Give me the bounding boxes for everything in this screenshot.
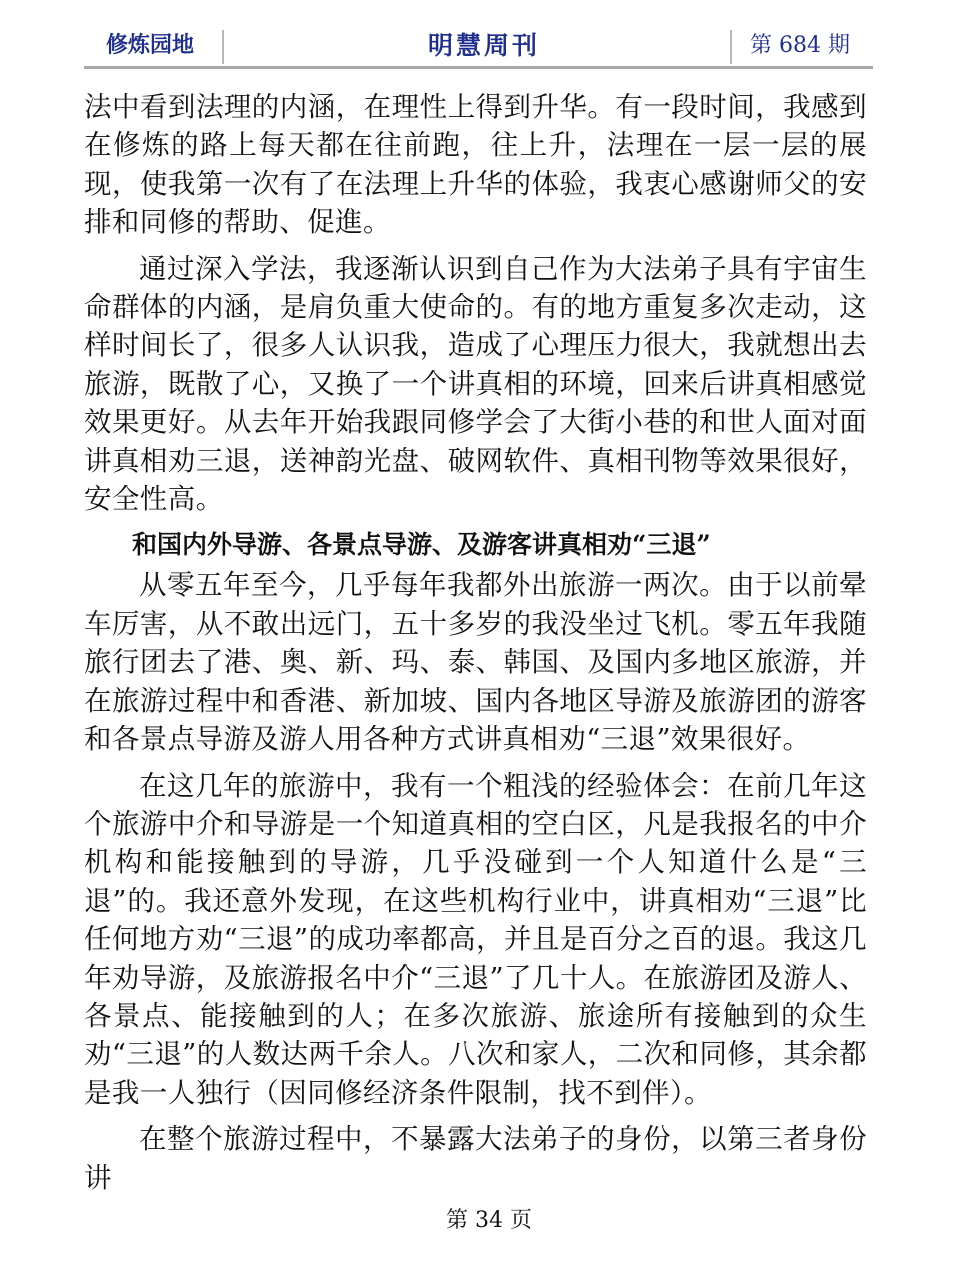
page-header xyxy=(84,26,872,66)
paragraph: 通过深入学法，我逐渐认识到自己作为大法弟子具有宇宙生命群体的内涵，是肩负重大使命的。有的地方重复多次走动，这样时间长了，很多人认识我，造成了心理压力很大，我就想出去旅游，既散了心，又换了一个讲真相的环境，回来后讲真相感觉效果更好。从去年开始我跟同修学会了大街小巷的和世人面对面讲真相劝三退，送神韵光盘、破网软件、真相刊物等效果很好，安全性高。 xyxy=(84,252,867,516)
section-title: 修炼园地 xyxy=(106,33,195,58)
header-divider-left xyxy=(222,30,224,64)
paragraph: 从零五年至今，几乎每年我都外出旅游一两次。由于以前晕车厉害，从不敢出远门，五十多岁的我没坐过飞机。零五年我随旅行团去了港、奥、新、玛、泰、韩国、及国内多地区旅游，并在旅游过程中和香港、新加坡、国内各地区导游及旅游团的游客和各景点导游及游人用各种方式讲真相劝“三退”效果很好。 xyxy=(84,569,867,756)
section-subheading: 和国内外导游、各景点导游、及游客讲真相劝“三退” xyxy=(132,530,711,560)
paragraph-continuation: 法中看到法理的内涵，在理性上得到升华。有一段时间，我感到在修炼的路上每天都在往前跑，往上升，法理在一层一层的展现，使我第一次有了在法理上升华的体验，我衷心感谢师父的安排和同修的帮助、促進。 xyxy=(84,91,867,239)
article-body xyxy=(84,88,867,1205)
paragraph: 在整个旅游过程中，不暴露大法弟子的身份，以第三者身份讲 xyxy=(84,1123,867,1194)
publication-title: 明慧周刊 xyxy=(427,31,540,60)
page-number: 第 34 页 xyxy=(446,1208,532,1233)
header-rule xyxy=(84,66,873,69)
paragraph: 在这几年的旅游中，我有一个粗浅的经验体会：在前几年这个旅游中介和导游是一个知道真相的空白区，凡是我报名的中介机构和能接触到的导游，几乎没碰到一个人知道什么是“三退”的。我还意外发现，在这些机构行业中，讲真相劝“三退”比任何地方劝“三退”的成功率都高，并且是百分之百的退。我这几年劝导游，及旅游报名中介“三退”了几十人。在旅游团及游人、各景点、能接触到的人；在多次旅游、旅途所有接触到的众生劝“三退”的人数达两千余人。八次和家人，二次和同修，其余都是我一人独行（因同修经济条件限制，找不到伴）。 xyxy=(84,769,867,1109)
issue-number: 第 684 期 xyxy=(750,33,850,58)
header-divider-right xyxy=(730,30,732,64)
